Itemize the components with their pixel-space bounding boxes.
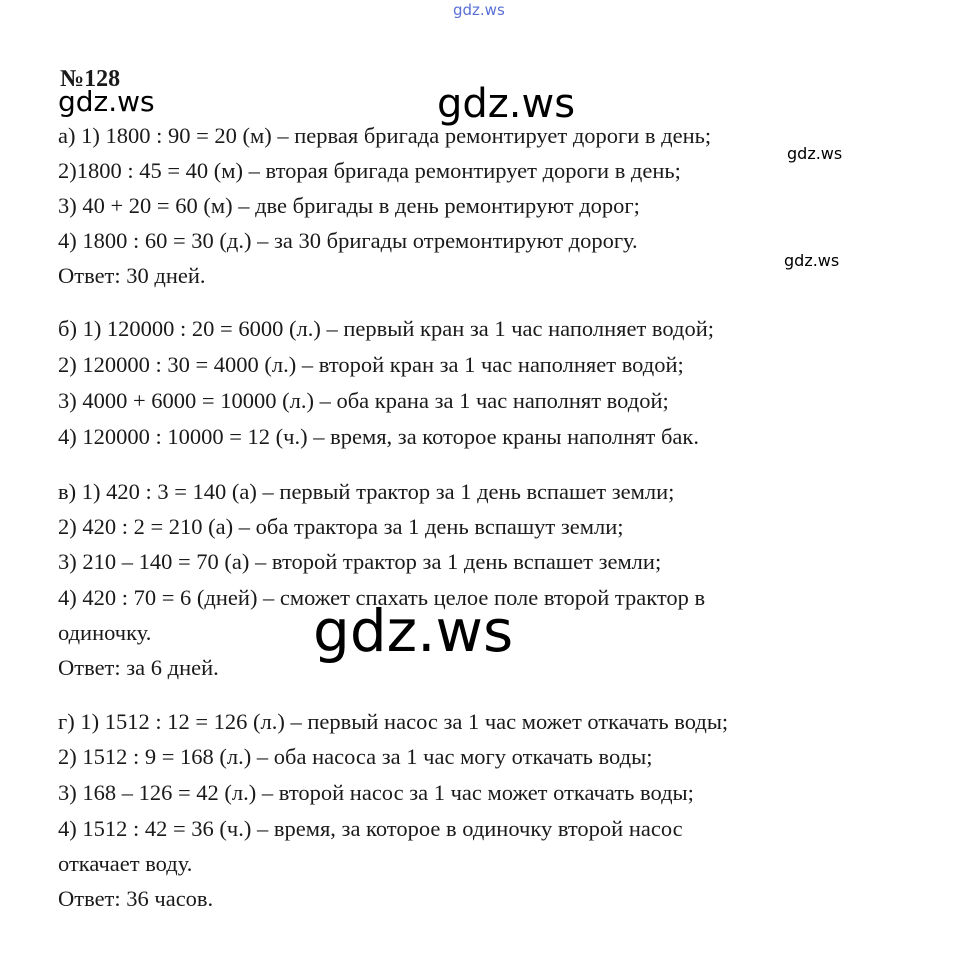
solution-line: 2) 1512 : 9 = 168 (л.) – оба насоса за 1 час могу откачать воды; [58, 744, 653, 769]
solution-line: откачает воду. [58, 851, 193, 876]
solution-line: 3) 40 + 20 = 60 (м) – две бригады в день ремонтируют дорог; [58, 193, 640, 218]
answer-line: Ответ: 36 часов. [58, 886, 214, 911]
solution-line: 4) 420 : 70 = 6 (дней) – сможет спахать целое поле второй трактор в [58, 585, 706, 610]
solution-line: 3) 4000 + 6000 = 10000 (л.) – оба крана за 1 час наполнят водой; [58, 388, 669, 413]
solution-line: 3) 168 – 126 = 42 (л.) – второй насос за 1 час может откачать воды; [58, 780, 694, 805]
solution-line: а) 1) 1800 : 90 = 20 (м) – первая бригада ремонтирует дороги в день; [58, 123, 712, 148]
solution-line: б) 1) 120000 : 20 = 6000 (л.) – первый кран за 1 час наполняет водой; [58, 316, 714, 341]
solution-line: 2) 120000 : 30 = 4000 (л.) – второй кран за 1 час наполняет водой; [58, 352, 684, 377]
solution-line: 4) 120000 : 10000 = 12 (ч.) – время, за которое краны наполнят бак. [58, 424, 699, 449]
watermark-c: gdz.ws [787, 144, 843, 163]
solution-line: одиночку. [58, 620, 152, 645]
answer-line: Ответ: за 6 дней. [58, 655, 219, 680]
answer-line: Ответ: 30 дней. [58, 263, 206, 288]
solution-line: 2) 420 : 2 = 210 (а) – оба трактора за 1 день вспашут земли; [58, 514, 624, 539]
problem-title: №128 [60, 66, 121, 92]
watermark-b: gdz.ws [437, 81, 576, 127]
solution-line: г) 1) 1512 : 12 = 126 (л.) – первый насос за 1 час может откачать воды; [58, 709, 729, 734]
watermark-a: gdz.ws [58, 85, 155, 118]
watermark-top: gdz.ws [453, 1, 505, 19]
solution-line: 4) 1800 : 60 = 30 (д.) – за 30 бригады отремонтируют дорогу. [58, 228, 638, 253]
solution-line: 2)1800 : 45 = 40 (м) – вторая бригада ремонтирует дороги в день; [58, 158, 681, 183]
watermark-d: gdz.ws [784, 251, 840, 270]
solution-line: 4) 1512 : 42 = 36 (ч.) – время, за которое в одиночку второй насос [58, 816, 683, 841]
watermark-e: gdz.ws [313, 597, 514, 665]
solution-line: в) 1) 420 : 3 = 140 (а) – первый трактор за 1 день вспашет земли; [58, 479, 675, 504]
solution-line: 3) 210 – 140 = 70 (а) – второй трактор за 1 день вспашет земли; [58, 549, 662, 574]
